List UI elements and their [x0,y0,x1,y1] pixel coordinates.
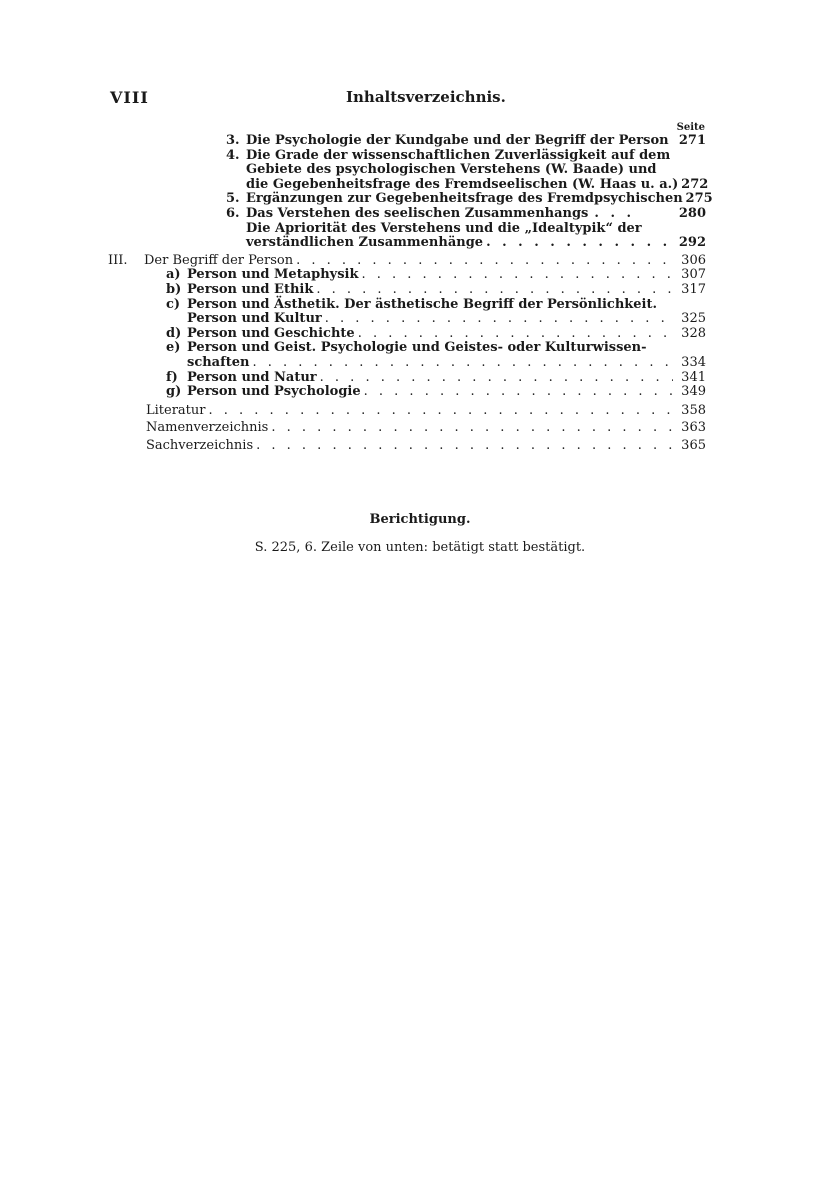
toc-entry: a) Person und Metaphysik . . . 307 [166,268,706,283]
toc-entry: d) Person und Geschichte . . . 328 [166,327,706,342]
correction-text: S. 225, 6. Zeile von unten: betätigt statt bestätigt. [254,540,586,555]
toc-entry: g) Person und Psychologie . . . 349 [166,385,706,400]
toc-section-3-items [108,268,706,399]
toc-section-3: III. Der Begriff der Person . . . 306 [108,254,706,269]
toc-subsections [108,133,713,251]
table-of-contents [108,133,713,453]
toc-entry: Die Apriorität des Verstehens und die „Idealtypik“ der verständlichen Zusammenhänge . . . 292 [226,222,706,251]
toc-entry: 6. Das Verstehen des seelischen Zusammenhangs . . . 280 [226,207,706,222]
toc-entry: c) Person und Ästhetik. Der ästhetische Begriff der Persönlichkeit. Person und Kultur . . . 325 [166,298,706,327]
toc-tail [108,404,706,454]
toc-entry: Sachverzeichnis . . . 365 [146,439,706,454]
correction-heading: Berichtigung. [369,512,471,527]
toc-entry: b) Person und Ethik . . . 317 [166,283,706,298]
toc-entry: e) Person und Geist. Psychologie und Geistes- oder Kulturwissen- schaften . . . 334 [166,341,706,370]
running-head: Inhaltsverzeichnis. [346,88,506,106]
toc-entry: 5. Ergänzungen zur Gegebenheitsfrage des Fremdpsychischen 275 [226,191,713,207]
toc-entry: Namenverzeichnis . . . 363 [146,421,706,436]
toc-entry: 3. Die Psychologie der Kundgabe und der Begriff der Person 271 [226,133,706,148]
toc-entry: Literatur . . . 358 [146,404,706,419]
page-number: VIII [110,88,149,107]
toc-entry: 4. Die Grade der wissenschaftlichen Zuverlässigkeit auf dem Gebiete des psychologischen Verstehens (W. Baade) und die Gegebenheitsfrage des Fremdseelischen (W. Haas u. a.) 272 [226,147,709,192]
seite-label: Seite [676,122,705,133]
toc-entry: f) Person und Natur . . . 341 [166,371,706,386]
